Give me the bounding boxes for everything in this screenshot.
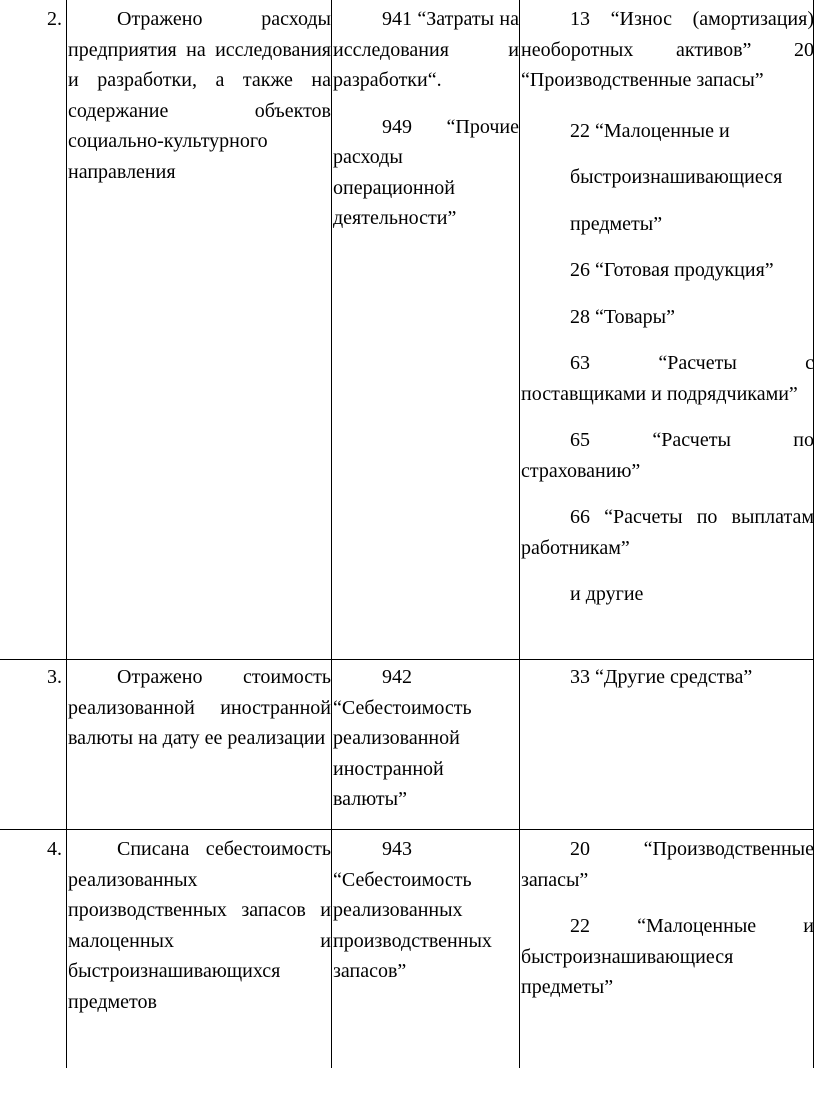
row-rule — [0, 659, 814, 660]
credit-account: 63 “Расчеты с поставщиками и подрядчиками” — [521, 352, 814, 405]
operation-cell — [68, 662, 331, 754]
operation-text: Списана себестоимость реализованных производственных запасов и малоценных и быстроизнашивающихся предметов — [68, 838, 331, 1013]
row-number: 4. — [47, 838, 62, 860]
credit-account: и другие — [570, 583, 644, 605]
credit-account: предметы” — [570, 212, 663, 235]
debit-cell — [333, 662, 519, 815]
credit-account: 22 “Малоценные и быстроизнашивающиеся предметы” — [521, 915, 814, 998]
credit-cell — [521, 4, 814, 610]
credit-account: 22 “Малоценные и — [570, 119, 730, 142]
credit-account: 28 “Товары” — [570, 305, 675, 328]
credit-cell — [521, 662, 814, 693]
operation-text: Отражено расходы предприятия на исследования и разработки, а также на содержание объектов социально-культурного направления — [68, 8, 331, 183]
column-rule — [66, 0, 67, 1068]
credit-account: 66 “Расчеты по выплатам работникам” — [521, 506, 814, 559]
debit-account: 942 “Себестоимость реализованной иностранной валюты” — [333, 666, 472, 810]
debit-account: 949 “Прочие расходы операционной деятельности” — [333, 115, 519, 229]
credit-account: быстроизнашивающиеся — [570, 166, 783, 188]
credit-cell — [521, 834, 814, 1003]
debit-cell — [333, 834, 519, 987]
debit-cell — [333, 4, 519, 234]
debit-account: 943 “Себестоимость реализованных производственных запасов” — [333, 838, 492, 982]
row-rule — [0, 829, 814, 830]
debit-account: 941 “Затраты на исследования и разработки“. — [333, 8, 519, 91]
row-number: 3. — [47, 666, 62, 688]
column-rule — [331, 0, 332, 1068]
credit-account: 65 “Расчеты по страхованию” — [521, 429, 814, 482]
column-rule — [519, 0, 520, 1068]
row-number: 2. — [47, 8, 62, 30]
credit-account: 26 “Готовая продукция” — [570, 259, 774, 281]
credit-account: 33 “Другие средства” — [570, 666, 753, 688]
operation-cell — [68, 834, 331, 1017]
operation-text: Отражено стоимость реализованной иностранной валюты на дату ее реализации — [68, 666, 331, 749]
operation-cell — [68, 4, 331, 187]
credit-account: 20 “Производственные запасы” — [521, 838, 814, 891]
credit-account: 13 “Износ (амортизация) необоротных активов” 20 “Производственные запасы” — [521, 8, 814, 91]
